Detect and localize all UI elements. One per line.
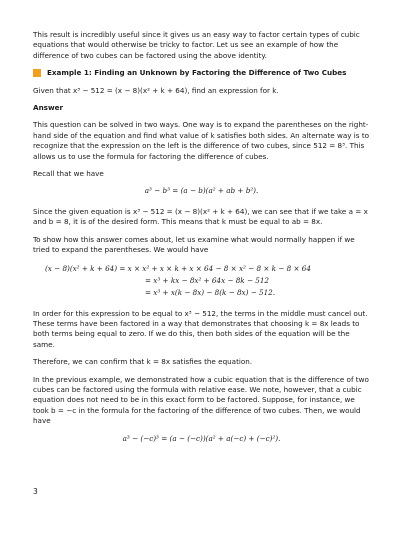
expansion-line-1: (x − 8)(x² + k + 64) = x × x² + x × k + x × 64 − 8 × x² − 8 × k − 8 × 64	[45, 263, 311, 273]
expansion-line-3: = x³ + x(k − 8x) − 8(k − 8x) − 512.	[145, 287, 276, 297]
answer-label: Answer	[33, 103, 64, 113]
example-question: Given that x³ − 512 = (x − 8)(x² + k + 64), find an expression for k.	[33, 85, 279, 95]
paragraph-7: In the previous example, we demonstrated how a cubic equation that is the difference of two cubes can be factored using the formula with relative ease. We note, however, that a cubic equation does not need to be in this exact form to be factored. Suppose, for instance, we took b = −c in the formula for the factoring of the difference of two cubes. Then, we would have	[33, 374, 369, 426]
page-content	[33, 30, 370, 454]
equation-expansion	[33, 263, 370, 299]
equation-difference-of-cubes: a³ − b³ = (a − b)(a² + ab + b²).	[144, 186, 259, 196]
paragraph-1: This question can be solved in two ways. One way is to expand the parentheses on the right-hand side of the equation and find what value of k satisfies both sides. An alternate way is to recognize that the expression on the left is the difference of two cubes, since 512 = 8³. This allows us to use the formula for factoring the difference of cubes.	[33, 120, 370, 161]
equation-sum-form: a³ − (−c)³ = (a − (−c))(a² + a(−c) + (−c)²).	[122, 433, 281, 443]
paragraph-5: In order for this expression to be equal to x³ − 512, the terms in the middle must cancel out. These terms have been factored in a way that demonstrates that choosing k = 8x leads to both terms being equal to zero. If we do this, then both sides of the equation will be the same.	[33, 308, 368, 349]
paragraph-6: Therefore, we can confirm that k = 8x satisfies the equation.	[33, 357, 253, 367]
paragraph-4: To show how this answer comes about, let us examine what would normally happen if we tried to expand the parentheses. We would have	[33, 234, 355, 255]
intro-paragraph: This result is incredibly useful since it gives us an easy way to factor certain types of cubic equations that would otherwise be tricky to factor. Let us see an example of how the difference of two cubes can be factored using the above identity.	[33, 30, 360, 60]
example-heading	[33, 68, 370, 78]
expansion-line-2: = x³ + kx − 8x² + 64x − 8k − 512	[145, 275, 269, 285]
example-heading-text: Example 1: Finding an Unknown by Factoring the Difference of Two Cubes	[47, 68, 347, 78]
example-marker-icon	[33, 69, 41, 77]
page-number: 3	[33, 487, 38, 496]
paragraph-2: Recall that we have	[33, 169, 104, 179]
paragraph-3: Since the given equation is x³ − 512 = (x − 8)(x² + k + 64), we can see that if we take a = x and b = 8, it is of the desired form. This means that k must be equal to ab = 8x.	[33, 206, 368, 227]
